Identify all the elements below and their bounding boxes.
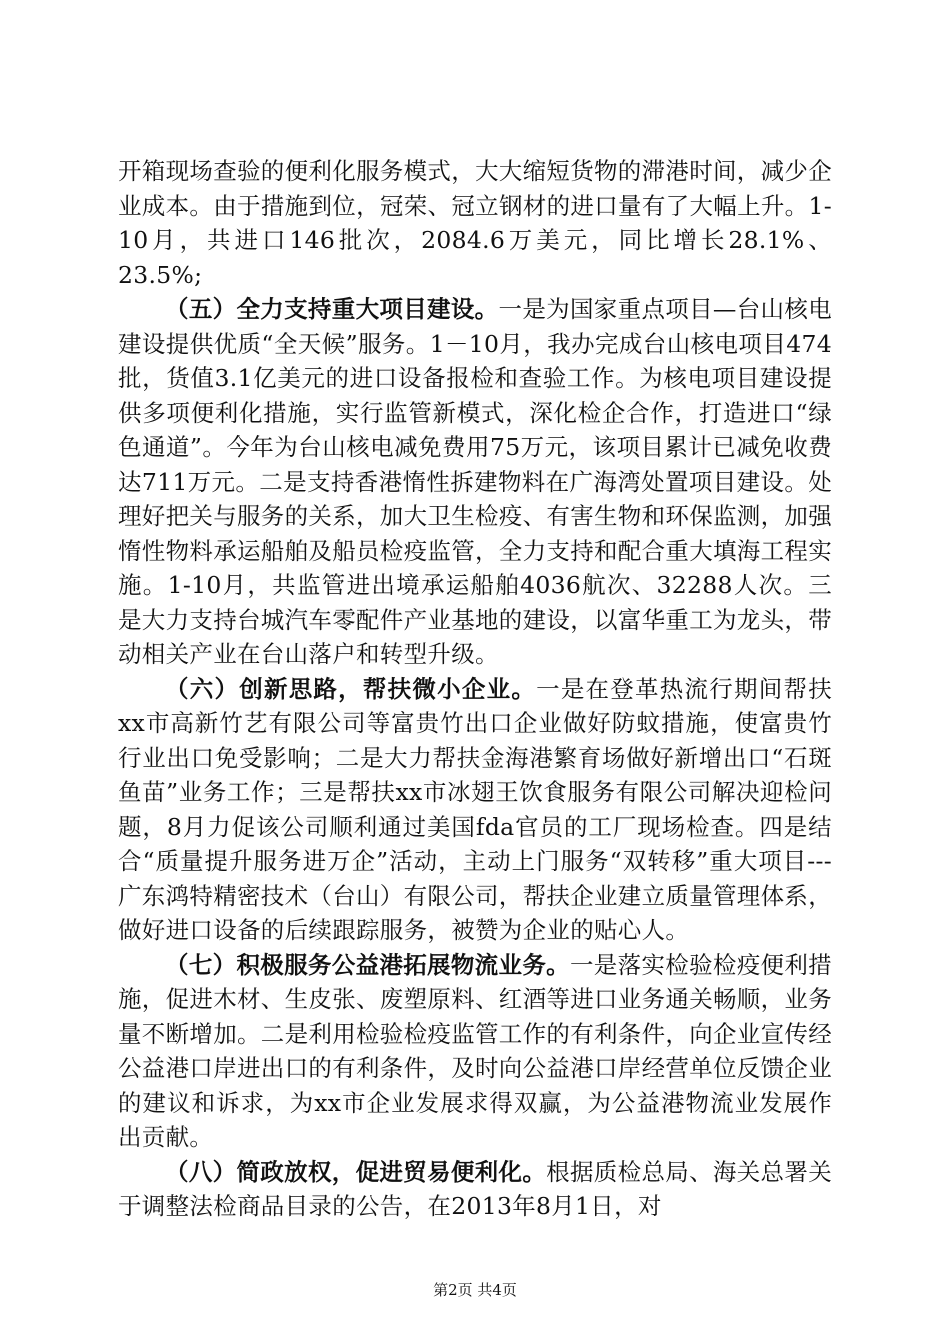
document-body — [118, 154, 832, 1224]
paragraph-text: 根据质检总局、海关总署关于调整法检商品目录的公告，在2013年8月1日，对 — [118, 1157, 832, 1220]
section-heading: （六）创新思路，帮扶微小企业。 — [165, 674, 537, 703]
paragraph-text: 一是在登革热流行期间帮扶xx市高新竹艺有限公司等富贵竹出口企业做好防蚊措施，使富贵竹行业出口免受影响；二是大力帮扶金海港繁育场做好新增出口“石斑鱼苗”业务工作；三是帮扶xx市冰翅王饮食服务有限公司解决迎检问题，8月力促该公司顺利通过美国fda官员的工厂现场检查。四是结合“质量提升服务进万企”活动，主动上门服务“双转移”重大项目---广东鸿特精密技术（台山）有限公司，帮扶企业建立质量管理体系，做好进口设备的后续跟踪服务，被赞为企业的贴心人。 — [118, 674, 832, 944]
page-number-footer: 第2页 共4页 — [433, 1281, 517, 1299]
paragraph-section-5 — [118, 292, 832, 672]
section-heading: （八）简政放权，促进贸易便利化。 — [165, 1157, 547, 1186]
paragraph-section-7 — [118, 948, 832, 1155]
section-heading: （七）积极服务公益港拓展物流业务。 — [165, 950, 570, 979]
paragraph-section-6 — [118, 672, 832, 948]
paragraph-continuation — [118, 154, 832, 292]
paragraph-text: 开箱现场查验的便利化服务模式，大大缩短货物的滞港时间，减少企业成本。由于措施到位，冠荣、冠立钢材的进口量有了大幅上升。1-10月，共进口146批次，2084.6万美元，同比增长28.1%、23.5%; — [118, 157, 832, 289]
paragraph-section-8 — [118, 1155, 832, 1224]
section-heading: （五）全力支持重大项目建设。 — [165, 295, 499, 323]
paragraph-text: 一是为国家重点项目—台山核电建设提供优质“全天候”服务。1－10月，我办完成台山核电项目474批，货值3.1亿美元的进口设备报检和查验工作。为核电项目建设提供多项便利化措施，实行监管新模式，深化检企合作，打造进口“绿色通道”。今年为台山核电减免费用75万元，该项目累计已减免收费达711万元。二是支持香港惰性拆建物料在广海湾处置项目建设。处理好把关与服务的关系，加大卫生检疫、有害生物和环保监测，加强惰性物料承运船舶及船员检疫监管，全力支持和配合重大填海工程实施。1-10月，共监管进出境承运船舶4036航次、32288人次。三是大力支持台城汽车零配件产业基地的建设，以富华重工为龙头，带动相关产业在台山落户和转型升级。 — [118, 295, 833, 668]
paragraph-text: 一是落实检验检疫便利措施，促进木材、生皮张、废塑原料、红酒等进口业务通关畅顺，业务量不断增加。二是利用检验检疫监管工作的有利条件，向企业宣传经公益港口岸进出口的有利条件，及时向公益港口岸经营单位反馈企业的建议和诉求，为xx市企业发展求得双赢，为公益港物流业发展作出贡献。 — [118, 950, 832, 1151]
